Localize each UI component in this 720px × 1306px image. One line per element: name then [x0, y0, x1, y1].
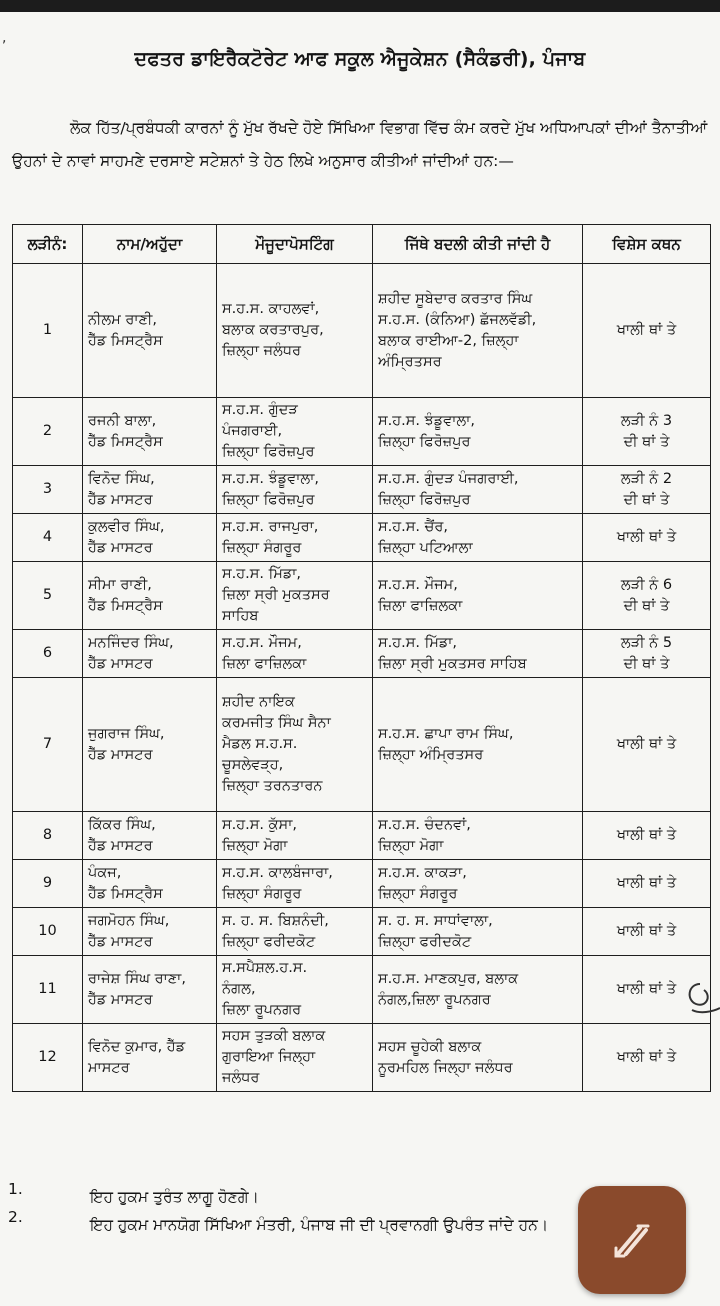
table-row — [13, 1024, 711, 1092]
cell-current-posting: ਸ. ਹ. ਸ. ਬਿਸ਼ਨੰਦੀ, ਜ਼ਿਲ੍ਹਾ ਫਰੀਦਕੋਟ — [217, 908, 373, 956]
cell-serial: 2 — [13, 398, 83, 466]
margin-mark: , — [2, 30, 7, 46]
cell-remarks: ਖਾਲੀ ਥਾਂ ਤੇ — [583, 678, 711, 812]
cell-name: ਸੀਮਾ ਰਾਣੀ, ਹੈੱਡ ਮਿਸਟ੍ਰੈਸ — [83, 562, 217, 630]
cell-name: ਮਨਜਿੰਦਰ ਸਿੰਘ, ਹੈੱਡ ਮਾਸਟਰ — [83, 630, 217, 678]
table-row — [13, 908, 711, 956]
cell-name: ਰਾਜੇਸ਼ ਸਿੰਘ ਰਾਣਾ, ਹੈੱਡ ਮਾਸਟਰ — [83, 956, 217, 1024]
cell-name: ਨੀਲਮ ਰਾਣੀ, ਹੈੱਡ ਮਿਸਟ੍ਰੈਸ — [83, 264, 217, 398]
edit-pen-icon — [610, 1218, 654, 1262]
cell-transfer-station: ਸ.ਹ.ਸ. ਛਾਪਾ ਰਾਮ ਸਿੰਘ, ਜ਼ਿਲ੍ਹਾ ਅੰਮ੍ਰਿਤਸਰ — [373, 678, 583, 812]
cell-serial: 12 — [13, 1024, 83, 1092]
cell-transfer-station: ਸਹਸ ਚੂਹੇਕੀ ਬਲਾਕ ਨੂਰਮਹਿਲ ਜਿਲ੍ਹਾ ਜਲੰਧਰ — [373, 1024, 583, 1092]
cell-transfer-station: ਸ.ਹ.ਸ. ਕਾਕੜਾ, ਜ਼ਿਲ੍ਹਾ ਸੰਗਰੂਰ — [373, 860, 583, 908]
cell-name: ਵਿਨੋਦ ਕੁਮਾਰ, ਹੈੱਡ ਮਾਸਟਰ — [83, 1024, 217, 1092]
cell-transfer-station: ਸ਼ਹੀਦ ਸੂਬੇਦਾਰ ਕਰਤਾਰ ਸਿੰਘ ਸ.ਹ.ਸ. (ਕੰਨਿਆ) ਛੱਜਲਵੱਡੀ, ਬਲਾਕ ਰਾਈਆ-2, ਜ਼ਿਲ੍ਹਾ ਅੰਮ੍ਰਿਤਸਰ — [373, 264, 583, 398]
table-row — [13, 514, 711, 562]
cell-remarks: ਖਾਲੀ ਥਾਂ ਤੇ — [583, 264, 711, 398]
table-row — [13, 562, 711, 630]
cell-current-posting: ਸ.ਸਪੈਸ਼ਲ.ਹ.ਸ. ਨੰਗਲ, ਜ਼ਿਲਾ ਰੂਪਨਗਰ — [217, 956, 373, 1024]
table-row — [13, 466, 711, 514]
cell-current-posting: ਸ.ਹ.ਸ. ਝੰਡੂਵਾਲਾ, ਜ਼ਿਲ੍ਹਾ ਫਿਰੋਜ਼ਪੁਰ — [217, 466, 373, 514]
table-row — [13, 812, 711, 860]
edit-button[interactable] — [578, 1186, 686, 1294]
header-current-posting: ਮੌਜੂਦਾਪੋਸਟਿੰਗ — [217, 225, 373, 264]
cell-serial: 7 — [13, 678, 83, 812]
cell-transfer-station: ਸ. ਹ. ਸ. ਸਾਧਾਂਵਾਲਾ, ਜ਼ਿਲ੍ਹਾ ਫਰੀਦਕੋਟ — [373, 908, 583, 956]
cell-current-posting: ਸਹਸ ਤੁੜਕੀ ਬਲਾਕ ਗੁਰਾਇਆ ਜਿਲ੍ਹਾ ਜਲੰਧਰ — [217, 1024, 373, 1092]
table-row — [13, 860, 711, 908]
cell-current-posting: ਸ.ਹ.ਸ. ਗੁੰਦੜ ਪੰਜਗਰਾਈ, ਜ਼ਿਲ੍ਹਾ ਫਿਰੋਜ਼ਪੁਰ — [217, 398, 373, 466]
cell-serial: 4 — [13, 514, 83, 562]
cell-name: ਕੁਲਵੀਰ ਸਿੰਘ, ਹੈੱਡ ਮਾਸਟਰ — [83, 514, 217, 562]
cell-remarks: ਖਾਲੀ ਥਾਂ ਤੇ — [583, 812, 711, 860]
cell-name: ਵਿਨੋਦ ਸਿੰਘ, ਹੈੱਡ ਮਾਸਟਰ — [83, 466, 217, 514]
cell-serial: 10 — [13, 908, 83, 956]
header-name: ਨਾਮ/ਅਹੁੱਦਾ — [83, 225, 217, 264]
cell-name: ਪੰਕਜ, ਹੈੱਡ ਮਿਸਟ੍ਰੈਸ — [83, 860, 217, 908]
cell-remarks: ਲੜੀ ਨੰ 3 ਦੀ ਥਾਂ ਤੇ — [583, 398, 711, 466]
cell-remarks: ਲੜੀ ਨੰ 2 ਦੀ ਥਾਂ ਤੇ — [583, 466, 711, 514]
cell-name: ਜਗਮੋਹਨ ਸਿੰਘ, ਹੈੱਡ ਮਾਸਟਰ — [83, 908, 217, 956]
cell-serial: 3 — [13, 466, 83, 514]
cell-current-posting: ਸ.ਹ.ਸ. ਮਿੱਡਾ, ਜ਼ਿਲਾ ਸ੍ਰੀ ਮੁਕਤਸਰ ਸਾਹਿਬ — [217, 562, 373, 630]
margin-scribble — [682, 970, 720, 1030]
cell-current-posting: ਸ.ਹ.ਸ. ਮੌਜਮ, ਜ਼ਿਲਾ ਫਾਜ਼ਿਲਕਾ — [217, 630, 373, 678]
cell-remarks: ਲੜੀ ਨੰ 5 ਦੀ ਥਾਂ ਤੇ — [583, 630, 711, 678]
cell-remarks: ਖਾਲੀ ਥਾਂ ਤੇ — [583, 908, 711, 956]
cell-name: ਜੁਗਰਾਜ ਸਿੰਘ, ਹੈੱਡ ਮਾਸਟਰ — [83, 678, 217, 812]
table-header-row — [13, 225, 711, 264]
cell-serial: 9 — [13, 860, 83, 908]
cell-remarks: ਖਾਲੀ ਥਾਂ ਤੇ — [583, 514, 711, 562]
cell-current-posting: ਸ.ਹ.ਸ. ਕਾਹਲਵਾਂ, ਬਲਾਕ ਕਰਤਾਰਪੁਰ, ਜ਼ਿਲ੍ਹਾ ਜਲੰਧਰ — [217, 264, 373, 398]
cell-transfer-station: ਸ.ਹ.ਸ. ਗੁੰਦੜ ਪੰਜਗਰਾਈ, ਜ਼ਿਲ੍ਹਾ ਫਿਰੋਜ਼ਪੁਰ — [373, 466, 583, 514]
cell-current-posting: ਸ.ਹ.ਸ. ਰਾਜਪੁਰਾ, ਜ਼ਿਲ੍ਹਾ ਸੰਗਰੂਰ — [217, 514, 373, 562]
table-row — [13, 398, 711, 466]
cell-transfer-station: ਸ.ਹ.ਸ. ਝੰਡੂਵਾਲਾ, ਜ਼ਿਲ੍ਹਾ ਫਿਰੋਜ਼ਪੁਰ — [373, 398, 583, 466]
cell-serial: 5 — [13, 562, 83, 630]
cell-remarks: ਖਾਲੀ ਥਾਂ ਤੇ — [583, 860, 711, 908]
cell-transfer-station: ਸ.ਹ.ਸ. ਮਾਣਕਪੁਰ, ਬਲਾਕ ਨੰਗਲ,ਜ਼ਿਲਾ ਰੂਪਨਗਰ — [373, 956, 583, 1024]
cell-transfer-station: ਸ.ਹ.ਸ. ਮੌਜਮ, ਜ਼ਿਲਾ ਫਾਜ਼ਿਲਕਾ — [373, 562, 583, 630]
cell-current-posting: ਸ.ਹ.ਸ. ਕਾਲਬੰਜਾਰਾ, ਜ਼ਿਲ੍ਹਾ ਸੰਗਰੂਰ — [217, 860, 373, 908]
table-row — [13, 264, 711, 398]
header-serial: ਲੜੀਨੰ: — [13, 225, 83, 264]
cell-transfer-station: ਸ.ਹ.ਸ. ਮਿੱਡਾ, ਜ਼ਿਲਾ ਸ੍ਰੀ ਮੁਕਤਸਰ ਸਾਹਿਬ — [373, 630, 583, 678]
cell-name: ਰਜਨੀ ਬਾਲਾ, ਹੈੱਡ ਮਿਸਟ੍ਰੈਸ — [83, 398, 217, 466]
intro-paragraph: ਲੋਕ ਹਿੱਤ/ਪ੍ਰਬੰਧਕੀ ਕਾਰਨਾਂ ਨੂੰ ਮੁੱਖ ਰੱਖਦੇ ਹੋਏ ਸਿੱਖਿਆ ਵਿਭਾਗ ਵਿੱਚ ਕੰਮ ਕਰਦੇ ਮੁੱਖ ਅਧਿਆਪਕਾਂ ਦੀਆਂ ਤੈਨਾਤੀਆਂ ਉਹਨਾਂ ਦੇ ਨਾਵਾਂ ਸਾਹਮਣੇ ਦਰਸਾਏ ਸਟੇਸ਼ਨਾਂ ਤੇ ਹੇਠ ਲਿਖੇ ਅਨੁਸਾਰ ਕੀਤੀਆਂ ਜਾਂਦੀਆਂ ਹਨ:— — [12, 119, 708, 170]
cell-remarks: ਖਾਲੀ ਥਾਂ ਤੇ — [583, 956, 711, 1024]
cell-serial: 6 — [13, 630, 83, 678]
note-text: ਇਹ ਹੁਕਮ ਮਾਨਯੋਗ ਸਿੱਖਿਆ ਮੰਤਰੀ, ਪੰਜਾਬ ਜੀ ਦੀ ਪ੍ਰਵਾਨਗੀ ਉਪਰੰਤ ਜਾਂਦੇ ਹਨ। — [90, 1216, 549, 1234]
cell-serial: 11 — [13, 956, 83, 1024]
cell-remarks: ਲੜੀ ਨੰ 6 ਦੀ ਥਾਂ ਤੇ — [583, 562, 711, 630]
top-edge-bar — [0, 0, 720, 12]
table-row — [13, 678, 711, 812]
cell-serial: 1 — [13, 264, 83, 398]
cell-serial: 8 — [13, 812, 83, 860]
cell-current-posting: ਸ਼ਹੀਦ ਨਾਇਕ ਕਰਮਜੀਤ ਸਿੰਘ ਸੈਨਾ ਮੈਡਲ ਸ.ਹ.ਸ. ਚੂਸਲੇਵੜ੍ਹ, ਜ਼ਿਲ੍ਹਾ ਤਰਨਤਾਰਨ — [217, 678, 373, 812]
note-number: 1. — [8, 1180, 23, 1198]
transfer-table — [12, 224, 711, 1092]
cell-remarks: ਖਾਲੀ ਥਾਂ ਤੇ — [583, 1024, 711, 1092]
note-text: ਇਹ ਹੁਕਮ ਤੁਰੰਤ ਲਾਗੂ ਹੋਣਗੇ। — [90, 1188, 259, 1206]
note-number: 2. — [8, 1208, 23, 1226]
header-transfer-station: ਜਿੱਥੇ ਬਦਲੀ ਕੀਤੀ ਜਾਂਦੀ ਹੈ — [373, 225, 583, 264]
cell-name: ਕਿੱਕਰ ਸਿੰਘ, ਹੈੱਡ ਮਾਸਟਰ — [83, 812, 217, 860]
cell-current-posting: ਸ.ਹ.ਸ. ਕੁੱਸਾ, ਜ਼ਿਲ੍ਹਾ ਮੋਗਾ — [217, 812, 373, 860]
table-row — [13, 630, 711, 678]
table-row — [13, 956, 711, 1024]
header-remarks: ਵਿਸ਼ੇਸ ਕਥਨ — [583, 225, 711, 264]
document-title: ਦਫਤਰ ਡਾਇਰੈਕਟੋਰੇਟ ਆਫ ਸਕੂਲ ਐਜੂਕੇਸ਼ਨ (ਸੈਕੰਡਰੀ), ਪੰਜਾਬ — [134, 48, 586, 70]
cell-transfer-station: ਸ.ਹ.ਸ. ਚੈਂਰ, ਜ਼ਿਲ੍ਹਾ ਪਟਿਆਲਾ — [373, 514, 583, 562]
cell-transfer-station: ਸ.ਹ.ਸ. ਚੰਦਨਵਾਂ, ਜ਼ਿਲ੍ਹਾ ਮੋਗਾ — [373, 812, 583, 860]
